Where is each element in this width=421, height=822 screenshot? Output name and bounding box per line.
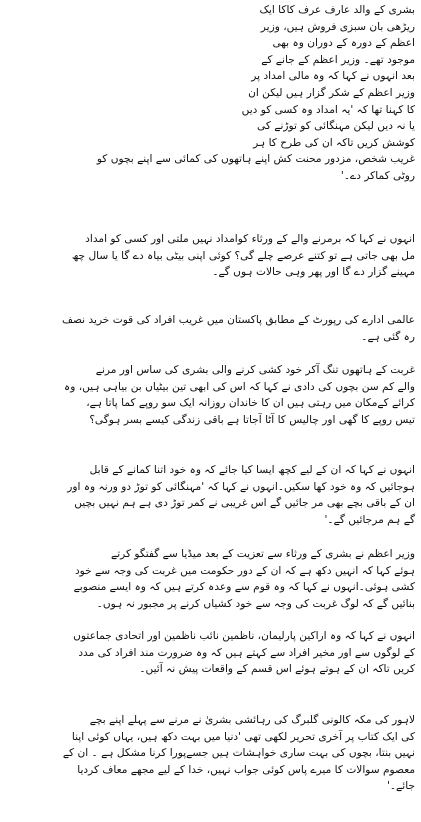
text-line: کی ایک کتاب پر آخری تحریر لکھی تھی 'دنیا میں بہت دکھ ہیں، یہاں کوئی اپنا bbox=[71, 730, 415, 743]
text-line: وزیر اعظم کے شکر گزار ہیں لیکن ان bbox=[248, 86, 415, 99]
text-line: کرائے کےمکان میں رہتی ہیں ان کا خاندان روزانہ ایک سو روپے کما پاتا ہے، bbox=[86, 397, 415, 410]
article-paragraph-7 bbox=[73, 628, 415, 678]
text-line: وزیر اعظم نے بشری کے ورثاء سے تعزیت کے بعد میڈیا سے گفتگو کرتے bbox=[110, 548, 415, 560]
text-line: انہوں نے کہا کہ برمرنے والے کے ورثاء کوامداد نہیں ملتی اور کسی کو امداد bbox=[85, 233, 415, 245]
text-line: بعد انہوں نے کہا کہ وہ مالی امداد پر bbox=[251, 70, 415, 83]
text-line: رہ گئی ہے۔ bbox=[361, 330, 415, 343]
text-line: اعظم کے دورہ کے دوران وہ بھی bbox=[272, 37, 415, 50]
text-line: کشی ہوئی۔انہوں نے کہا کہ وہ قوم سے وعدہ کرتے ہیں کہ وہ ایسے منصوبے bbox=[73, 581, 415, 594]
text-line: گے ہم مرجائیں گے۔' bbox=[324, 513, 415, 526]
text-line: انہوں نے کہا کہ وہ اراکین پارلیمان، ناظمین نائب ناظمین اور اتحادی جماعتوں bbox=[73, 630, 415, 642]
text-line: غریب شخص، مزدور محنت کش اپنے ہاتھوں کی کمائی سے اپنے بچوں کو bbox=[96, 153, 415, 166]
text-line: ان کے باقی بچے بھی مر جائیں گے اس غریبی نے کمر توڑ دی ہے ہم نہیں بچیں bbox=[74, 497, 415, 510]
text-line: ہوجائیں کہ وہ خود کھا سکیں۔انہوں نے کہا کہ 'مہنگائی کو توڑ دو ورنہ وہ اور bbox=[67, 480, 415, 493]
article-paragraph-6 bbox=[74, 546, 415, 612]
article-paragraph-4 bbox=[64, 362, 415, 428]
article-paragraph-1 bbox=[97, 2, 415, 185]
article-paragraph-5 bbox=[67, 462, 415, 528]
text-line: والے کم سن بچوں کی دادی نے کہا کہ اس کی ابھی تین بیٹیاں بن بیاہی ہیں، وہ bbox=[64, 380, 415, 393]
text-line: جائے۔' bbox=[386, 780, 415, 793]
text-line: مہینے گزار دے گا اور پھر وہی حالات ہوں گے۔ bbox=[212, 266, 415, 279]
text-line: کریں تاکہ ان کے ہوتے ہوئے اس قسم کے واقعات پیش نہ آئیں۔ bbox=[139, 663, 415, 676]
text-line: غربت کے ہاتھوں تنگ آکر خود کشی کرنے والی بشری کی ساس اور مرنے bbox=[95, 364, 415, 376]
text-line: ہوئے کہا کہ انہیں دکھ ہے کہ ان کے دور حکومت میں غربت کی وجہ سے خود bbox=[74, 564, 415, 577]
article-paragraph-8 bbox=[63, 712, 415, 795]
text-line: روٹی کماکر دے۔' bbox=[340, 169, 415, 182]
text-line: انہوں نے کہا کہ ان کے لیے کچھ ایسا کیا جائے کہ وہ خود اتنا کمانے کے قابل bbox=[89, 464, 415, 476]
text-line: عالمی ادارے کی رپورٹ کے مطابق پاکستان میں غریب افراد کی قوت خرید نصف bbox=[61, 314, 415, 326]
text-line: نہیں بنتا، بچوں کی بہت ساری خواہشات ہیں جسےپورا کرنا مشکل ہے ۔ ان کے bbox=[62, 747, 415, 760]
text-line: بنائیں گے کہ لوگ غربت کی وجہ سے خود کشیاں کرنے پر مجبور نہ ہوں۔ bbox=[96, 597, 415, 610]
text-line: موجود تھے۔ وزیر اعظم کے جانے کے bbox=[261, 53, 415, 66]
text-line: یا نہ دیں لیکن مہنگائی کو توڑنے کی bbox=[257, 120, 415, 133]
text-line: کا کہنا تھا کہ 'یہ امداد وہ کسی کو دیں bbox=[241, 103, 415, 116]
text-line: کوشش کریں تاکہ ان کی طرح کا ہر bbox=[253, 136, 415, 149]
text-line: تیس روپے کا گھی اور چالیس کا آٹا آجاتا ہے باقی زندگی کیسے بسر ہوگی؟ bbox=[89, 413, 415, 426]
text-line: بشری کے والد عارف عرف کاکا ایک bbox=[259, 4, 415, 16]
text-line: ریڑھی بان سبزی فروش ہیں، وزیر bbox=[260, 20, 415, 33]
text-line: کے لوگوں سے اور مخیر افراد سے کہتے ہیں کہ وہ ضرورت مند افراد کی مدد bbox=[78, 646, 415, 659]
text-line: معصوم سوالات کا میرے پاس کوئی جواب نہیں، خدا کے لیے مجھے معاف کردیا bbox=[77, 763, 415, 776]
article-paragraph-3 bbox=[62, 312, 415, 345]
text-line: مل بھی جاتی ہے تو کتنے عرصے چلے گی؟ کوئی اپنی بیٹی بیاہ دے گا یا سال چھ bbox=[71, 249, 415, 262]
article-paragraph-2 bbox=[72, 231, 415, 281]
text-line: لاہور کی مکہ کالونی گلبرگ کی رہائشی بشریٰ نے مرنے سے پہلے اپنے بچے bbox=[89, 714, 415, 726]
